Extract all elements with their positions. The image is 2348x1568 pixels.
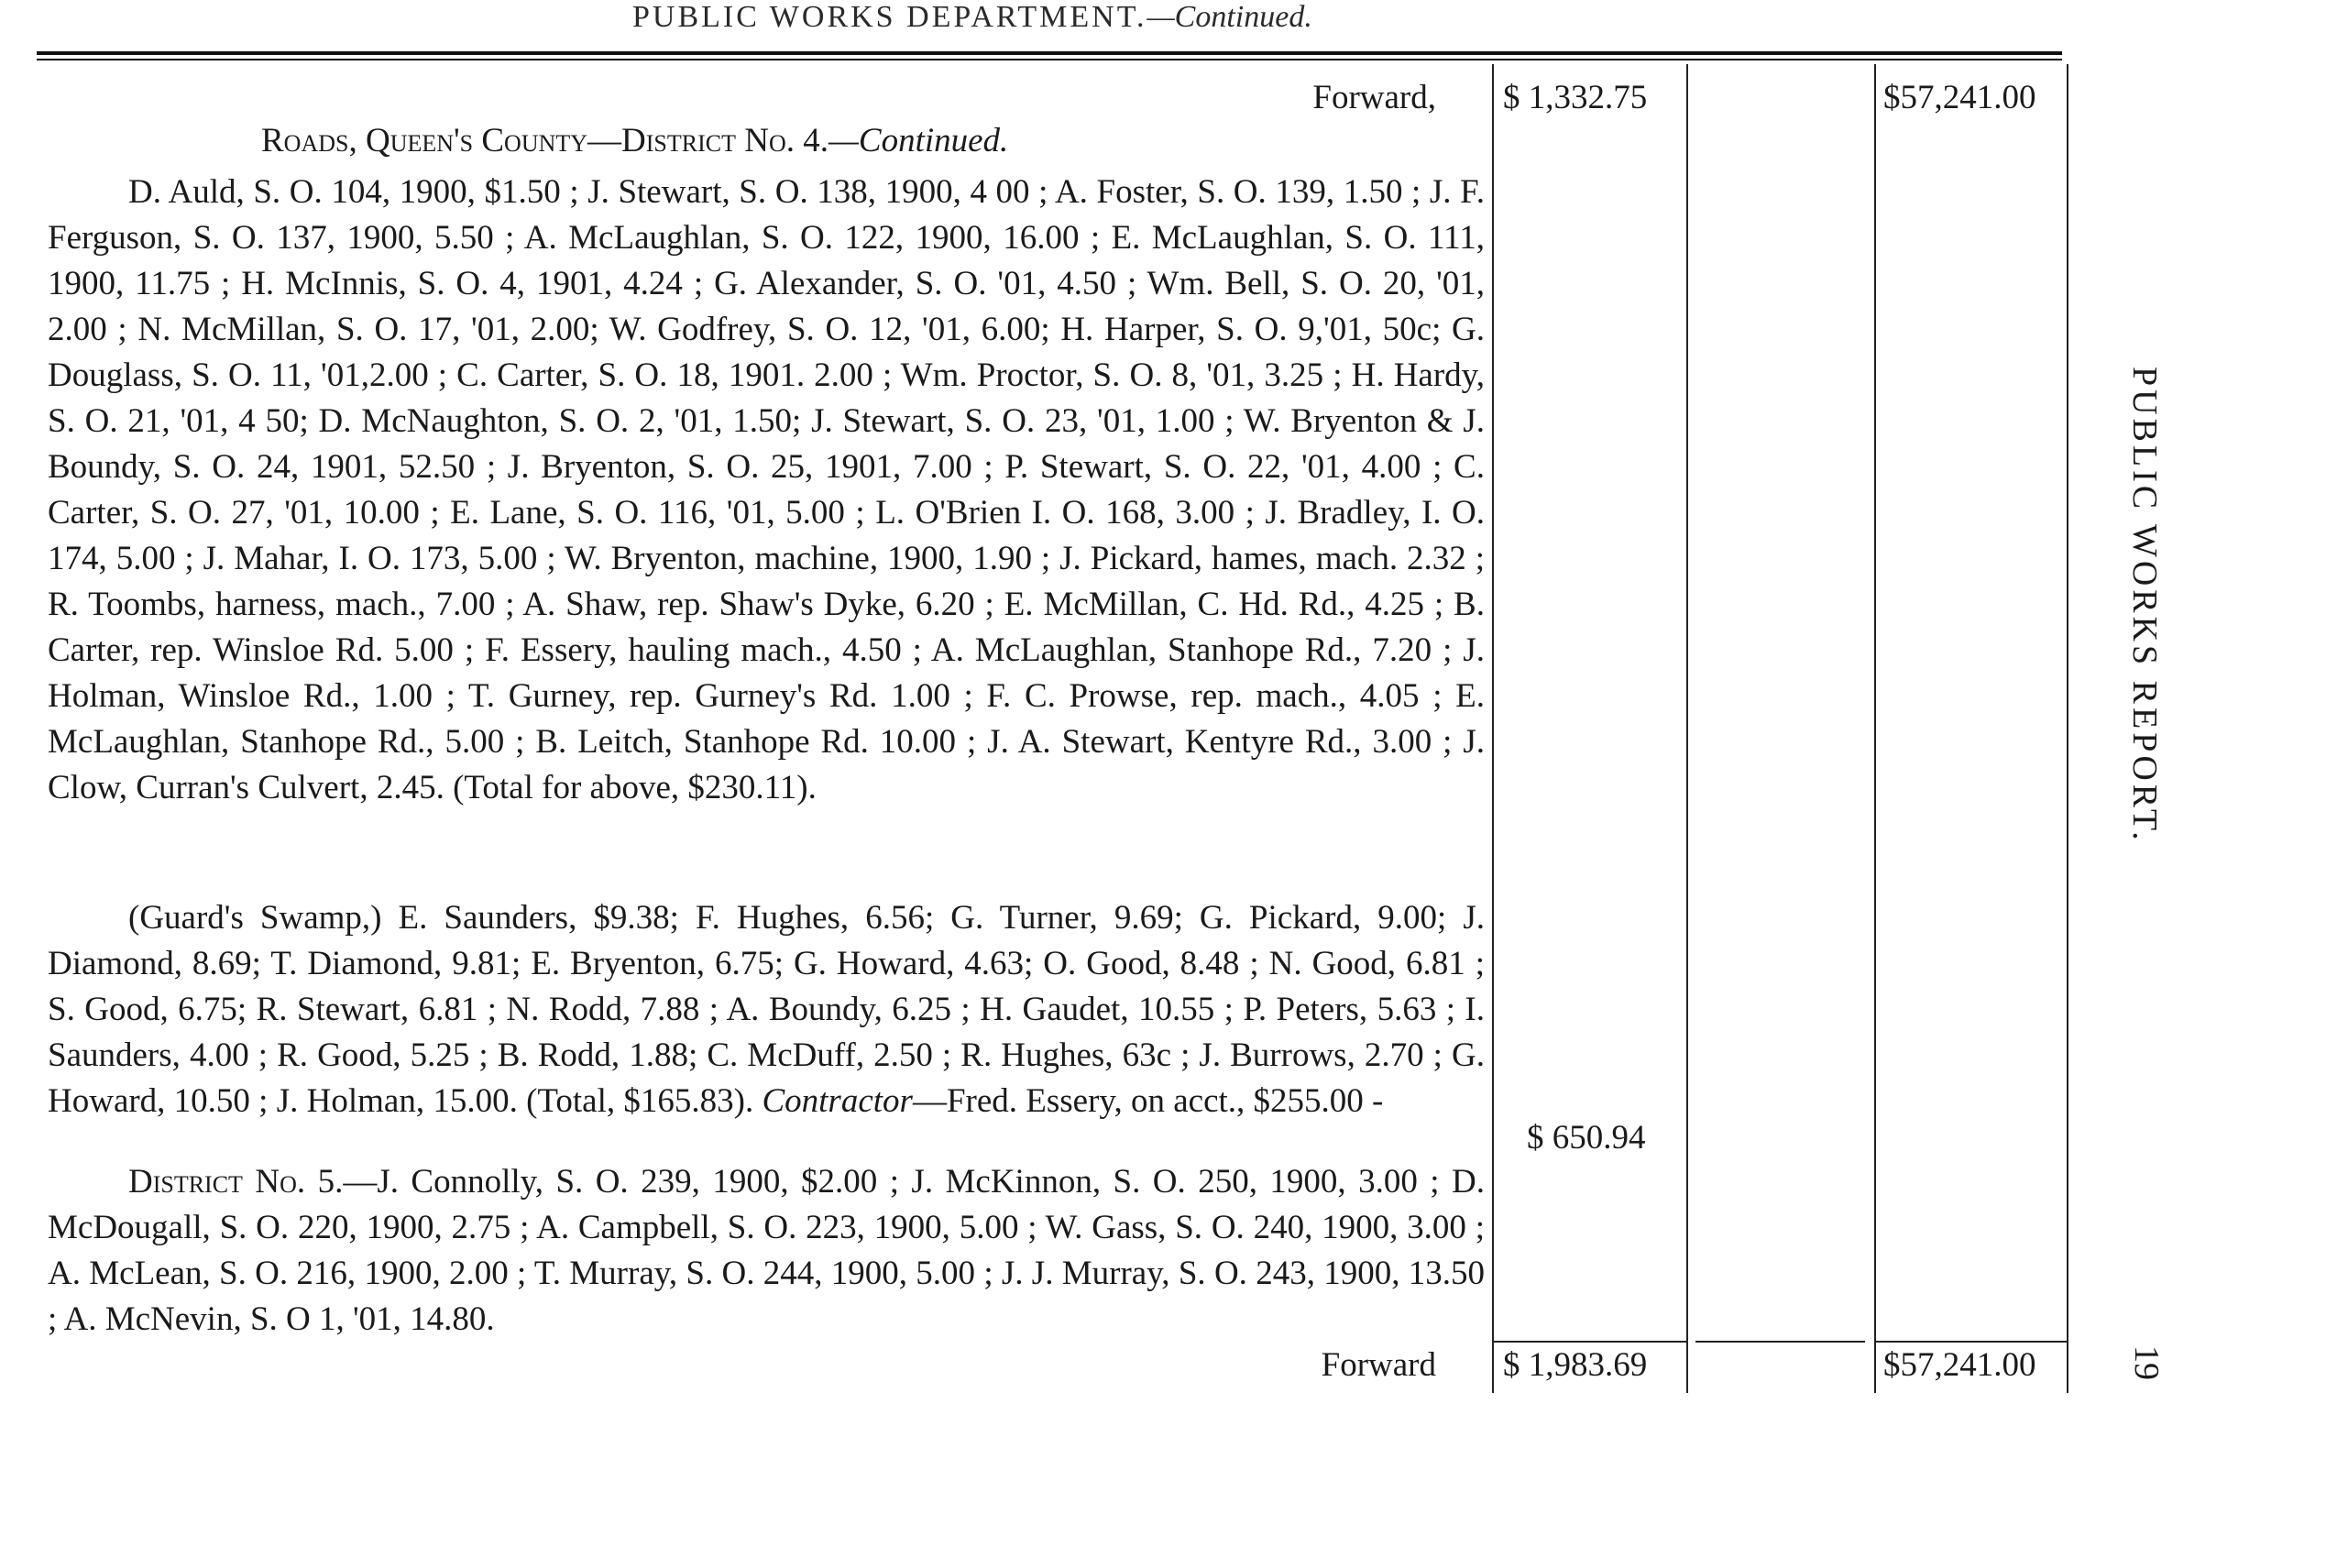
page-number: 19: [2127, 1345, 2166, 1380]
paragraph-district-5: [48, 1159, 1485, 1343]
running-head-title: PUBLIC WORKS DEPARTMENT.: [632, 0, 1147, 34]
forward-amount-bottom-2: $57,241.00: [1883, 1346, 2036, 1384]
paragraph-district-4: [48, 170, 1485, 811]
running-head-continued: —Continued.: [1147, 0, 1312, 34]
forward-amount-top-1: $ 1,332.75: [1503, 79, 1648, 116]
section-heading-continued: —Continued.: [828, 122, 1009, 159]
column-divider-2: [1686, 64, 1688, 1393]
forward-label-bottom: Forward: [1321, 1346, 1436, 1384]
section-heading-title: Roads, Queen's County—District No. 4.: [261, 122, 828, 159]
forward-amount-bottom-1: $ 1,983.69: [1503, 1346, 1648, 1384]
header-rule-thick: [37, 51, 2062, 55]
side-title: PUBLIC WORKS REPORT.: [2125, 367, 2164, 844]
paragraph-district-4-text: D. Auld, S. O. 104, 1900, $1.50 ; J. Stewart, S. O. 138, 1900, 4 00 ; A. Foster, S. O. 139, 1.50 ; J. F. Ferguson, S. O. 137, 1900, 5.50 ; A. McLaughlan, S. O. 122, 1900, 16.00 ; E. McLaughlan, S. O. 111, 1900, 11.75 ; H. McInnis, S. O. 4, 1901, 4.24 ; G. Alexander, S. O. '01, 4.50 ; Wm. Bell, S. O. 20, '01, 2.00 ; N. McMillan, S. O. 17, '01, 2.00; W. Godfrey, S. O. 12, '01, 6.00; H. Harper, S. O. 9,'01, 50c; G. Douglass, S. O. 11, '01,2.00 ; C. Carter, S. O. 18, 1901. 2.00 ; Wm. Proctor, S. O. 8, '01, 3.25 ; H. Hardy, S. O. 21, '01, 4 50; D. McNaughton, S. O. 2, '01, 1.50; J. Stewart, S. O. 23, '01, 1.00 ; W. Bryenton & J. Boundy, S. O. 24, 1901, 52.50 ; J. Bryenton, S. O. 25, 1901, 7.00 ; P. Stewart, S. O. 22, '01, 4.00 ; C. Carter, S. O. 27, '01, 10.00 ; E. Lane, S. O. 116, '01, 5.00 ; L. O'Brien I. O. 168, 3.00 ; J. Bradley, I. O. 174, 5.00 ; J. Mahar, I. O. 173, 5.00 ; W. Bryenton, machine, 1900, 1.90 ; J. Pickard, hames, mach. 2.32 ; R. Toombs, harness, mach., 7.00 ; A. Shaw, rep. Shaw's Dyke, 6.20 ; E. McMillan, C. Hd. Rd., 4.25 ; B. Carter, rep. Winsloe Rd. 5.00 ; F. Essery, hauling mach., 4.50 ; A. McLaughlan, Stanhope Rd., 7.20 ; J. Holman, Winsloe Rd., 1.00 ; T. Gurney, rep. Gurney's Rd. 1.00 ; F. C. Prowse, rep. mach., 4.05 ; E. McLaughlan, Stanhope Rd., 5.00 ; B. Leitch, Stanhope Rd. 10.00 ; J. A. Stewart, Kentyre Rd., 3.00 ; J. Clow, Curran's Culvert, 2.45. (Total for above, $230.11).: [48, 173, 1485, 806]
forward-label-top: Forward,: [1312, 79, 1436, 116]
total-rule-3: [1876, 1341, 2067, 1343]
contractor-label: Contractor: [762, 1082, 913, 1120]
forward-amount-top-2: $57,241.00: [1883, 79, 2036, 116]
paragraph-district-5-text: [48, 1159, 1485, 1343]
column-divider-1: [1492, 64, 1494, 1393]
contractor-text: —Fred. Essery, on acct., $255.00 -: [912, 1082, 1384, 1120]
section-heading: [261, 121, 1008, 160]
paragraph-guards-swamp-text: [48, 895, 1485, 1124]
district-5-text: —J. Connolly, S. O. 239, 1900, $2.00 ; J. McKinnon, S. O. 250, 1900, 3.00 ; D. McDougall, S. O. 220, 1900, 2.75 ; A. Campbell, S. O. 223, 1900, 5.00 ; W. Gass, S. O. 240, 1900, 3.00 ; A. McLean, S. O. 216, 1900, 2.00 ; T. Murray, S. O. 244, 1900, 5.00 ; J. J. Murray, S. O. 243, 1900, 13.50 ; A. McNevin, S. O 1, '01, 14.80.: [48, 1163, 1485, 1338]
running-head: [632, 0, 1312, 35]
subtotal-amount: $ 650.94: [1527, 1119, 1646, 1157]
total-rule-2: [1695, 1341, 1865, 1343]
column-divider-4: [2067, 64, 2068, 1393]
guards-swamp-text: (Guard's Swamp,) E. Saunders, $9.38; F. Hughes, 6.56; G. Turner, 9.69; G. Pickard, 9.00; J. Diamond, 8.69; T. Diamond, 9.81; E. Bryenton, 6.75; G. Howard, 4.63; O. Good, 8.48 ; N. Good, 6.81 ; S. Good, 6.75; R. Stewart, 6.81 ; N. Rodd, 7.88 ; A. Boundy, 6.25 ; H. Gaudet, 10.55 ; P. Peters, 5.63 ; I. Saunders, 4.00 ; R. Good, 5.25 ; B. Rodd, 1.88; C. McDuff, 2.50 ; R. Hughes, 63c ; J. Burrows, 2.70 ; G. Howard, 10.50 ; J. Holman, 15.00. (Total, $165.83).: [48, 899, 1485, 1120]
column-divider-3: [1874, 64, 1876, 1393]
district-5-lead: District No. 5.: [128, 1163, 344, 1201]
header-rule-thin: [37, 59, 2062, 60]
paragraph-guards-swamp: [48, 895, 1485, 1124]
total-rule-1: [1494, 1341, 1686, 1343]
